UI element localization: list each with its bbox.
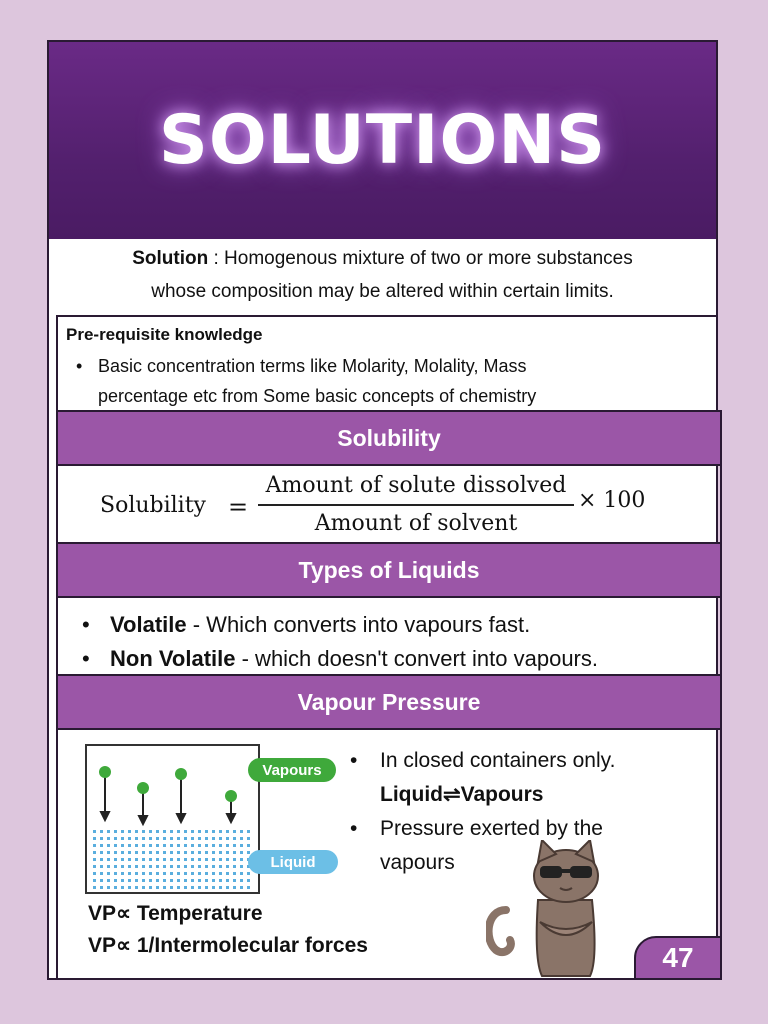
solubility-heading: Solubility: [56, 410, 722, 466]
vp-bullet-2: • Pressure exerted by the: [350, 812, 615, 846]
equilibrium-left: Liquid: [380, 783, 443, 806]
vapour-diagram-graphic: [87, 746, 258, 892]
definition-line2: whose composition may be altered within certain limits.: [151, 281, 614, 302]
solubility-formula: [56, 466, 722, 542]
title-banner: [49, 42, 716, 239]
vp-bullet-1: • In closed containers only.: [350, 744, 615, 778]
definition: [49, 242, 716, 312]
equilibrium-arrow-icon: ⇌: [442, 783, 461, 806]
flashcard: [47, 40, 718, 980]
vp-bullet-2-cont: vapours: [380, 851, 455, 874]
vapour-pressure-heading: Vapour Pressure: [56, 674, 722, 730]
type-desc: - Which converts into vapours fast.: [186, 612, 531, 637]
formula-numerator: Amount of solute dissolved: [265, 473, 567, 498]
formula-equals: =: [228, 493, 249, 521]
type-desc: - which doesn't convert into vapours.: [235, 646, 598, 671]
types-list: [56, 598, 722, 674]
type-term: Volatile: [110, 612, 187, 637]
list-item: [82, 608, 720, 642]
container-diagram: [85, 744, 260, 894]
prerequisite-line2: percentage etc from Some basic concepts of chemistry: [98, 386, 537, 406]
vapour-molecules: [101, 774, 235, 824]
vp-relations: [88, 898, 368, 962]
vapours-label: Vapours: [248, 758, 336, 782]
prerequisite-heading: Pre-requisite knowledge: [66, 325, 263, 344]
relation-temperature: VP∝ Temperature: [88, 902, 263, 925]
prerequisite-line1: • Basic concentration terms like Molarity, Molality, Mass: [98, 356, 527, 376]
liquid-dots: [93, 830, 250, 889]
relation-intermolecular: VP∝ 1/Intermolecular forces: [88, 934, 368, 957]
equilibrium-right: Vapours: [460, 783, 544, 806]
prerequisite-box: [56, 315, 718, 411]
page-title: SOLUTIONS: [158, 101, 607, 180]
vapour-pressure-section: [56, 730, 722, 978]
prerequisite-bullet: [66, 351, 708, 411]
type-term: Non Volatile: [110, 646, 236, 671]
page-number: 47: [634, 936, 722, 980]
definition-term: Solution: [132, 248, 209, 269]
fraction-bar: [258, 504, 574, 506]
cat-mascot-icon: [486, 840, 636, 980]
definition-line1: : Homogenous mixture of two or more substances: [208, 248, 633, 269]
formula-denominator: Amount of solvent: [314, 511, 518, 536]
types-heading: Types of Liquids: [56, 542, 722, 598]
list-item: [82, 642, 720, 676]
liquid-label: Liquid: [248, 850, 338, 874]
formula-lhs: Solubility: [100, 493, 206, 518]
formula-multiplier: × 100: [578, 488, 646, 513]
formula-fraction: [258, 470, 574, 540]
equilibrium: [350, 778, 615, 812]
